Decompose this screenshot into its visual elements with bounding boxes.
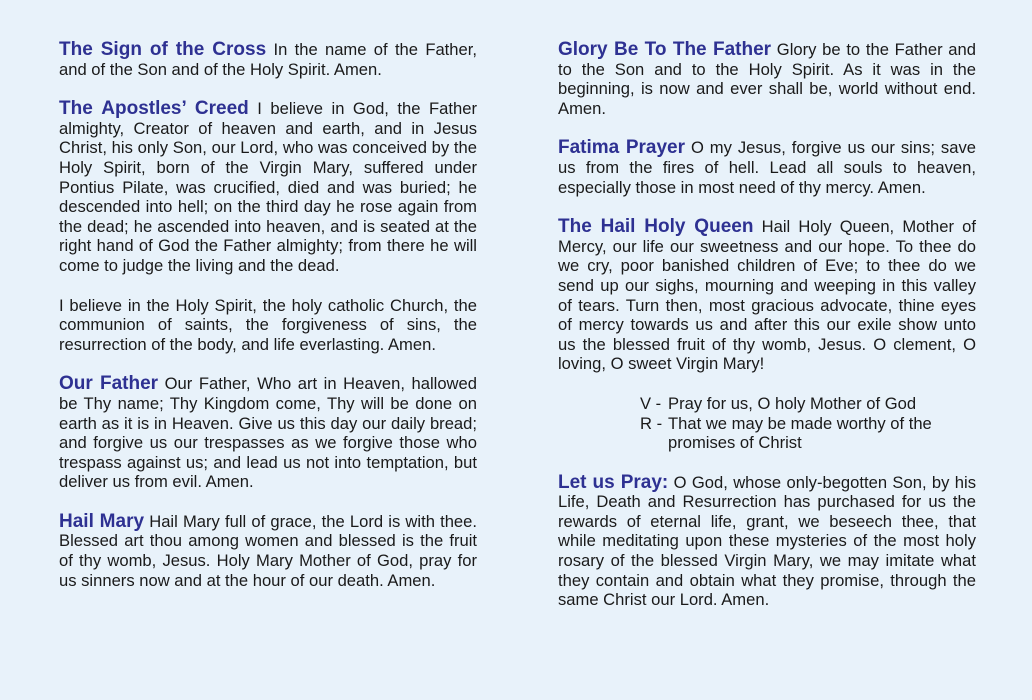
creed-part-two: I believe in the Holy Spirit, the holy catholic Church, the communion of saints, the forgiveness of sins, the resurrection of the body, and life everlasting. Amen. xyxy=(59,295,477,354)
right-column xyxy=(558,40,976,630)
versicle-mark: V - xyxy=(640,393,662,413)
fatima-prayer xyxy=(558,138,976,197)
sign-of-cross-prayer xyxy=(59,40,477,79)
prayer-text: Glory be to the Father and to the Son and to the Holy Spirit. As it was in the beginning, is now and ever shall be, world without end. Amen. xyxy=(558,40,976,118)
prayer-title: The Sign of the Cross xyxy=(59,39,267,60)
prayer-text: Our Father, Who art in Heaven, hallowed be Thy name; Thy Kingdom come, Thy will be done on earth as it is in Heaven. Give us this day our daily bread; and forgive us our trespasses as we forgive those who trespass against us; and lead us not into temptation, but deliver us from evil. Amen. xyxy=(59,374,477,492)
glory-be-prayer xyxy=(558,40,976,118)
versicle-text: Pray for us, O holy Mother of God xyxy=(668,393,917,413)
hail-mary-prayer xyxy=(59,512,477,590)
left-column xyxy=(59,40,477,610)
prayer-title: Our Father xyxy=(59,373,159,395)
versicle-response xyxy=(558,394,976,453)
prayer-title: Let us Pray: xyxy=(558,471,669,493)
response-mark: R - xyxy=(640,413,663,433)
our-father-prayer xyxy=(59,374,477,492)
prayer-title: Fatima Prayer xyxy=(558,137,686,159)
prayer-text: O God, whose only-begotten Son, by his Life, Death and Resurrection has purchased for us the rewards of eternal life, grant, we beseech thee, that while meditating upon these mysteries of the most holy rosary of the blessed Virgin Mary, we may imitate what they contain and obtain what they promise, through the same Christ our Lord. Amen. xyxy=(558,472,976,610)
hail-holy-queen-prayer xyxy=(558,217,976,374)
prayer-text: I believe in God, the Father almighty, Creator of heaven and earth, and in Jesus Christ, his only Son, our Lord, who was conceived by the Holy Spirit, born of the Virgin Mary, suffered under Pontius Pilate, was crucified, died and was buried; he descended into hell; on the third day he rose again from the dead; he ascended into heaven, and is seated at the right hand of God the Father almighty; from there he will come to judge the living and the dead. xyxy=(59,99,477,275)
response-text: That we may be made worthy of the promises of Christ xyxy=(668,413,932,453)
prayer-text: Hail Holy Queen, Mother of Mercy, our life our sweetness and our hope. To thee do we cry, poor banished children of Eve; to thee do we send up our sighs, mourning and weeping in this valley of tears. Turn then, most gracious advocate, thine eyes of mercy towards us and after this our exile show unto us the blessed fruit of thy womb, Jesus. O clement, O loving, O sweet Virgin Mary! xyxy=(558,217,976,374)
prayer-title: Glory Be To The Father xyxy=(558,39,772,60)
prayer-text: Hail Mary full of grace, the Lord is with thee. Blessed art thou among women and blessed is the fruit of thy womb, Jesus. Holy Mary Mother of God, pray for us sinners now and at the hour of our death. Amen. xyxy=(59,511,477,590)
apostles-creed-prayer xyxy=(59,99,477,275)
prayer-title: The Hail Holy Queen xyxy=(558,216,754,238)
prayer-title: Hail Mary xyxy=(59,510,145,532)
versicle-line xyxy=(640,394,976,414)
prayer-text: In the name of the Father, and of the Son and of the Holy Spirit. Amen. xyxy=(59,40,477,79)
let-us-pray-prayer xyxy=(558,473,976,610)
response-line xyxy=(640,414,976,453)
prayer-text: O my Jesus, forgive us our sins; save us from the fires of hell. Lead all souls to heaven, especially those in most need of thy mercy. Amen. xyxy=(558,138,976,197)
prayer-title: The Apostles’ Creed xyxy=(59,98,249,120)
